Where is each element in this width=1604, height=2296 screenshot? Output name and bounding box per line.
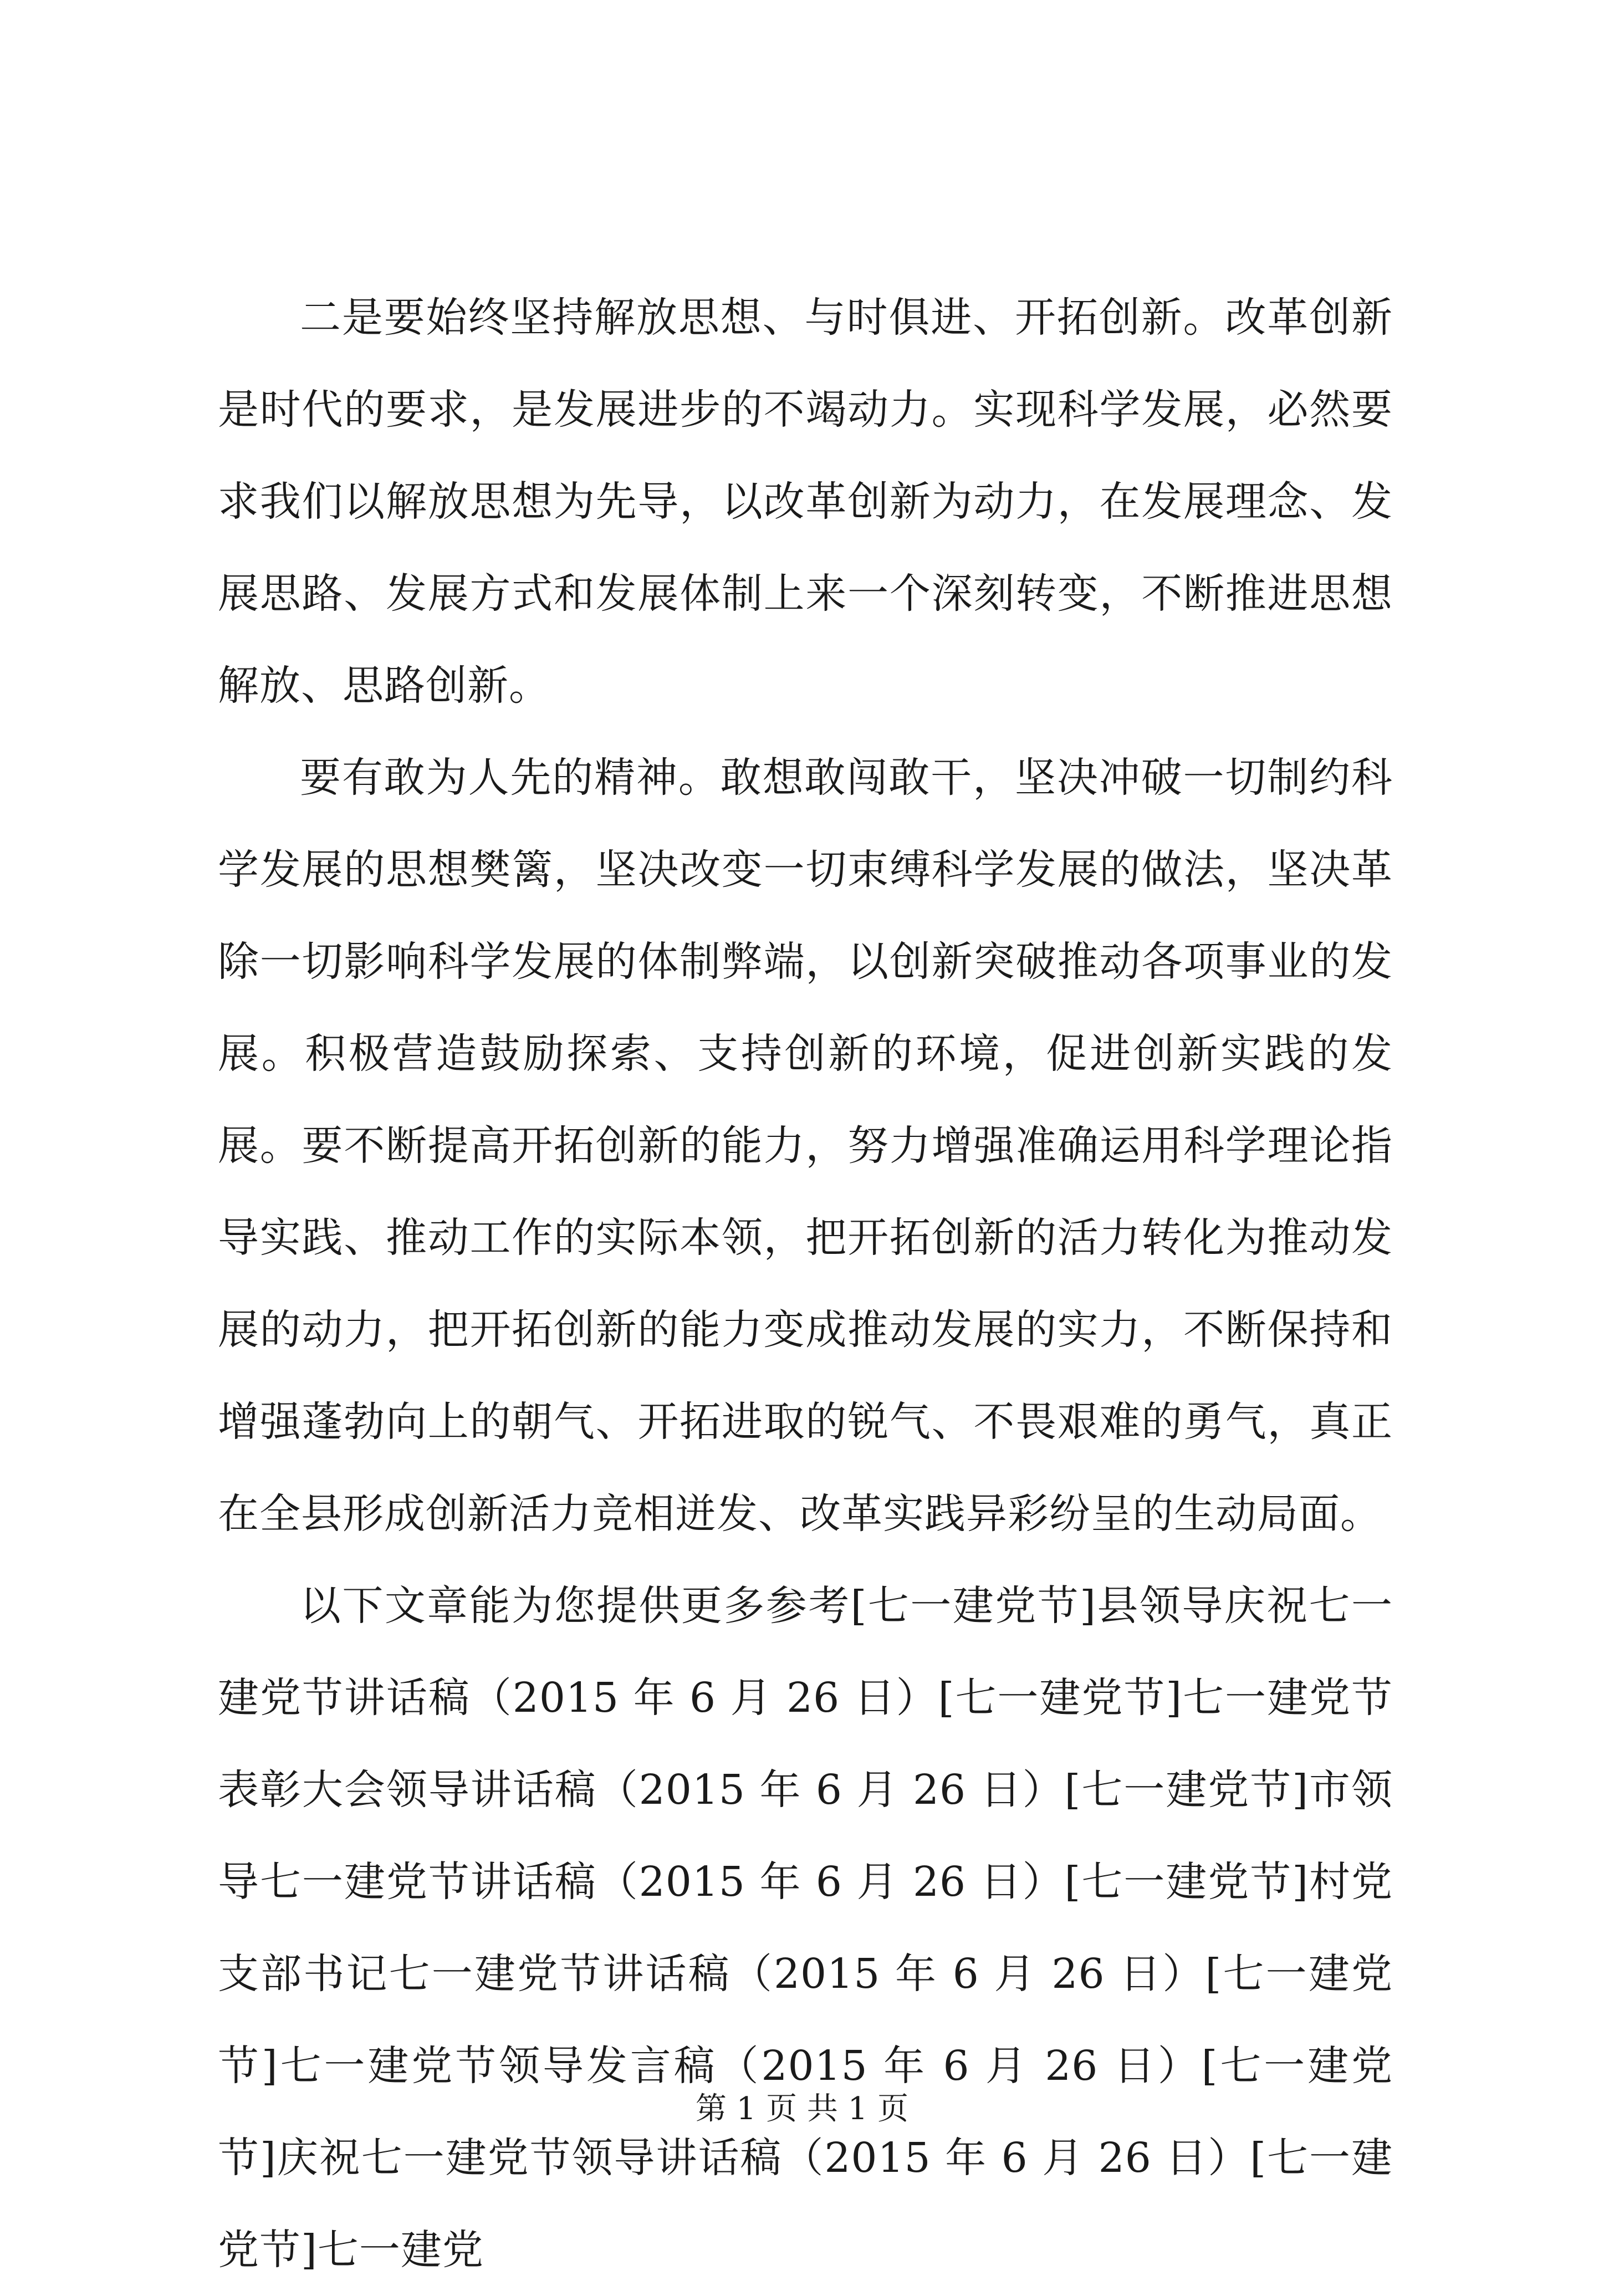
document-body: [218, 272, 1393, 2296]
paragraph-3: 以下文章能为您提供更多参考[七一建党节]县领导庆祝七一建党节讲话稿（2015 年 6 月 26 日）[七一建党节]七一建党节表彰大会领导讲话稿（2015 年 6 月 26 日）[七一建党节]市领导七一建党节讲话稿（2015 年 6 月 26 日）[七一建党节]村党支部书记七一建党节讲话稿（2015 年 6 月 26 日）[七一建党节]七一建党节领导发言稿（2015 年 6 月 26 日）[七一建党节]庆祝七一建党节领导讲话稿（2015 年 6 月 26 日）[七一建党节]七一建党: [218, 1582, 1393, 2274]
page-footer: 第 1 页 共 1 页: [695, 2091, 909, 2127]
paragraph-1: 二是要始终坚持解放思想、与时俱进、开拓创新。改革创新是时代的要求，是发展进步的不竭动力。实现科学发展，必然要求我们以解放思想为先导，以改革创新为动力，在发展理念、发展思路、发展方式和发展体制上来一个深刻转变，不断推进思想解放、思路创新。: [218, 294, 1393, 710]
paragraph-2: 要有敢为人先的精神。敢想敢闯敢干，坚决冲破一切制约科学发展的思想樊篱，坚决改变一切束缚科学发展的做法，坚决革除一切影响科学发展的体制弊端，以创新突破推动各项事业的发展。积极营造鼓励探索、支持创新的环境，促进创新实践的发展。要不断提高开拓创新的能力，努力增强准确运用科学理论指导实践、推动工作的实际本领，把开拓创新的活力转化为推动发展的动力，把开拓创新的能力变成推动发展的实力，不断保持和增强蓬勃向上的朝气、开拓进取的锐气、不畏艰难的勇气，真正在全县形成创新活力竞相迸发、改革实践异彩纷呈的生动局面。: [218, 754, 1393, 1538]
